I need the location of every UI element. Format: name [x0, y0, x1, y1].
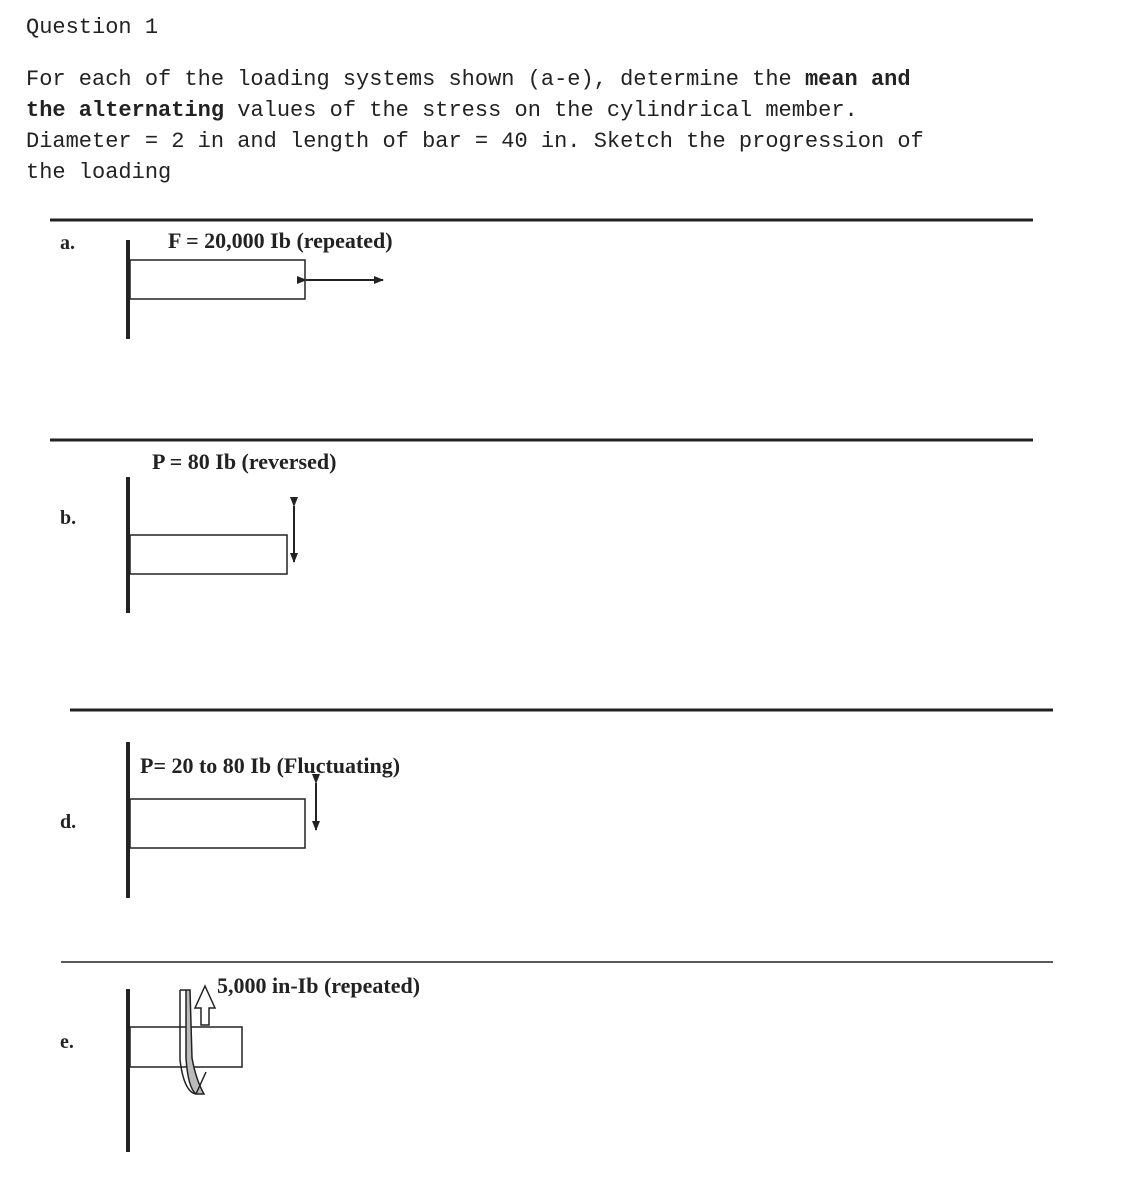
statement-intro: For each of the loading systems shown (a-e), determine the	[26, 67, 805, 92]
statement-last-line: the loading	[26, 160, 172, 185]
part-label-d: d.	[60, 811, 77, 833]
part-b	[50, 440, 1033, 613]
load-label-e: 5,000 in-Ib (repeated)	[217, 973, 421, 998]
part-label-a: a.	[60, 232, 75, 254]
load-label-b: P = 80 Ib (reversed)	[152, 449, 337, 474]
torque-arrow-icon	[180, 986, 215, 1094]
statement-diameter-line: Diameter = 2 in and length of bar = 40 in. Sketch the progression of	[26, 129, 924, 154]
part-e	[60, 962, 1053, 1152]
part-label-b: b.	[60, 507, 77, 529]
part-a	[50, 220, 1033, 339]
part-d	[60, 710, 1053, 898]
load-label-d: P= 20 to 80 Ib (Fluctuating)	[140, 753, 401, 778]
cylindrical-bar-d	[130, 799, 305, 848]
cylindrical-bar-a	[130, 260, 305, 299]
cylindrical-bar-b	[130, 535, 287, 574]
part-label-e: e.	[60, 1031, 74, 1053]
statement-emphasis-mean: mean and	[804, 67, 911, 92]
statement-rest: values of the stress on the cylindrical member.	[224, 98, 858, 123]
load-label-a: F = 20,000 Ib (repeated)	[168, 228, 393, 253]
statement-emphasis-alternating: the alternating	[26, 98, 225, 123]
question-title: Question 1	[26, 15, 159, 40]
